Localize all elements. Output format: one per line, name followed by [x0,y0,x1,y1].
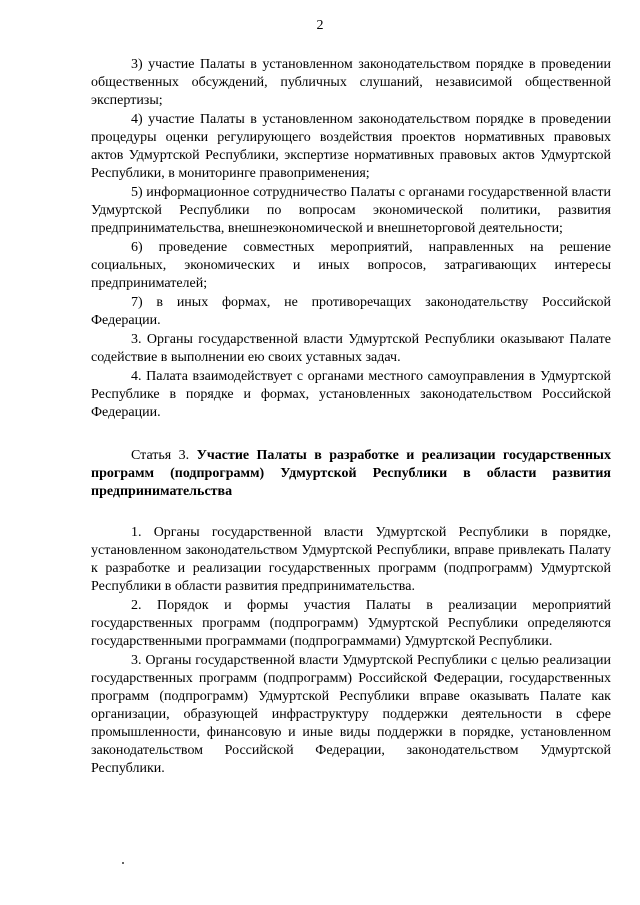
list-item: 3) участие Палаты в установленном законодательством порядке в проведении общественных обсуждений, публичных слушаний, независимой общественной экспертизы; [91,57,611,108]
article-title: Участие Палаты в разработке и реализации государственных программ (подпрограмм) Удмуртской Республики в области развития предпринимательства [91,448,611,499]
article-number: Статья 3. [131,448,190,463]
page-number: 2 [316,18,324,33]
list-item: 3. Органы государственной власти Удмуртской Республики с целью реализации государственных программ (подпрограмм) Российской Федерации, государственных программ (подпрограмм) Удмуртской Республики вправе оказывать Палате как организации, образующей инфраструктуру поддержки деятельности в сфере промышленности, финансовую и иные виды поддержки в порядке, установленном законодательством Российской Федерации, законодательством Удмуртской Республики. [91,653,611,776]
list-item: 1. Органы государственной власти Удмуртской Республики в порядке, установленном законодательством Удмуртской Республики, вправе привлекать Палату к разработке и реализации государственных программ (подпрограмм) Удмуртской Республики в области развития предпринимательства. [91,525,611,594]
list-item: 2. Порядок и формы участия Палаты в реализации мероприятий государственных программ (подпрограмм) Удмуртской Республики определяются государственными программами (подпрограммами) Удмуртской Республики. [91,598,611,649]
scan-mark [122,862,124,864]
list-item: 3. Органы государственной власти Удмуртской Республики оказывают Палате содействие в выполнении ею своих уставных задач. [91,332,611,365]
list-item: 6) проведение совместных мероприятий, направленных на решение социальных, экономических и иных вопросов, затрагивающих интересы предпринимателей; [91,240,611,291]
document-body [91,56,611,779]
article-heading [91,447,611,501]
list-item: 5) информационное сотрудничество Палаты с органами государственной власти Удмуртской Республики по вопросам экономической политики, развития предпринимательства, внешнеэкономической и внешнеторговой деятельности; [91,185,611,236]
list-item: 7) в иных формах, не противоречащих законодательству Российской Федерации. [91,295,611,328]
list-item: 4. Палата взаимодействует с органами местного самоуправления в Удмуртской Республике в порядке и формах, установленных законодательством Российской Федерации. [91,369,611,420]
list-item: 4) участие Палаты в установленном законодательством порядке в проведении процедуры оценки регулирующего воздействия проектов нормативных правовых актов Удмуртской Республики, экспертизе нормативных правовых актов Удмуртской Республики, в мониторинге правоприменения; [91,112,611,181]
